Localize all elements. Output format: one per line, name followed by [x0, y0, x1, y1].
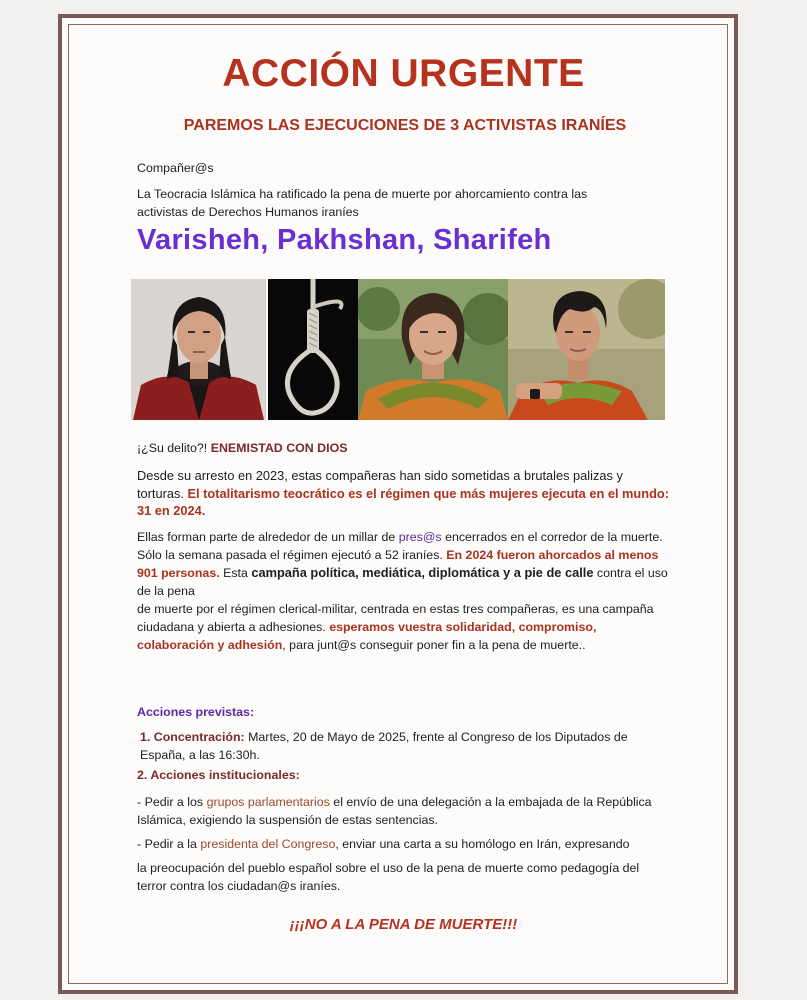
footer-slogan: ¡¡¡NO A LA PENA DE MUERTE!!!	[289, 916, 518, 933]
action-bullet-1	[137, 794, 672, 829]
greeting: Compañer@s	[137, 161, 214, 175]
action-bullet-1-text-a: - Pedir a los	[137, 795, 207, 809]
photo-varisheh	[131, 279, 266, 420]
presos-highlight: pres@s	[398, 530, 442, 544]
action-bullet-2-continued: la preocupación del pueblo español sobre el uso de la pena de muerte como pedagogía del terror contra los ciudadan@s iraníes.	[137, 861, 640, 893]
poster-title: ACCIÓN URGENTE	[222, 52, 585, 95]
poster-subtitle: PAREMOS LAS EJECUCIONES DE 3 ACTIVISTAS IRANÍES	[183, 117, 627, 134]
presidenta-congreso-link: presidenta del Congreso	[200, 837, 336, 851]
paragraph-2-text-c: Esta	[219, 566, 252, 580]
activist-names: Varisheh, Pakhshan, Sharifeh	[137, 224, 552, 256]
action-bullet-2	[137, 836, 672, 854]
paragraph-1	[137, 467, 672, 520]
paragraph-1-highlight: El totalitarismo teocrático es el régimen que más mujeres ejecuta en el mundo: 31 en 2024.	[137, 485, 669, 518]
action-item-1-label: 1. Concentración:	[140, 730, 245, 744]
paragraph-2-text-a: Ellas forman parte de alrededor de un millar de	[137, 530, 399, 544]
paragraph-1-text: Desde su arresto en 2023, estas compañeras han sido sometidas a brutales palizas y torturas.	[137, 468, 623, 501]
action-bullet-2-text-b: , enviar una carta a su homólogo en Irán, expresando	[335, 837, 630, 851]
crime-answer: ENEMISTAD CON DIOS	[210, 441, 348, 455]
crime-question: ¡¿Su delito?!	[137, 441, 211, 455]
paragraph-2-text-e: de muerte por el régimen clerical-militar, centrada en estas tres compañeras, es una campaña ciudadana y abierta a adhesiones.	[137, 602, 654, 634]
actions-heading: Acciones previstas:	[137, 705, 255, 719]
action-item-1-text: Martes, 20 de Mayo de 2025, frente al Congreso de los Diputados de España, a las 16:30h.	[140, 730, 628, 762]
paragraph-2-highlight: En 2024 fueron ahorcados al menos 901 personas.	[137, 548, 659, 580]
paragraph-2	[137, 528, 672, 654]
photo-sharifeh	[508, 279, 665, 420]
photo-pakhshan	[358, 279, 508, 420]
intro-text: La Teocracia Islámica ha ratificado la pena de muerte por ahorcamiento contra las activistas de Derechos Humanos iraníes	[137, 187, 588, 219]
action-item-1	[140, 729, 670, 764]
campaign-highlight: campaña política, mediática, diplomática y a pie de calle	[251, 565, 594, 580]
paragraph-2-text-f: , para junt@s conseguir poner fin a la pena de muerte..	[282, 638, 586, 652]
action-bullet-2-text-a: - Pedir a la	[137, 837, 201, 851]
crime-line	[137, 440, 672, 458]
solidarity-highlight: esperamos vuestra solidaridad, compromiso, colaboración y adhesión	[137, 620, 597, 652]
action-bullet-1-text-b: el envío de una delegación a la embajada de la República Islámica, exigiendo la suspensión de estas sentencias.	[137, 795, 652, 827]
noose-icon	[268, 279, 358, 420]
grupos-parlamentarios-link: grupos parlamentarios	[206, 795, 330, 809]
action-item-2-label: 2. Acciones institucionales:	[137, 768, 300, 782]
paragraph-2-text-b: encerrados en el corredor de la muerte. Sólo la semana pasada el régimen ejecutó a 52 iraníes.	[137, 530, 663, 562]
paragraph-2-text-d: contra el uso de la pena	[137, 566, 668, 598]
